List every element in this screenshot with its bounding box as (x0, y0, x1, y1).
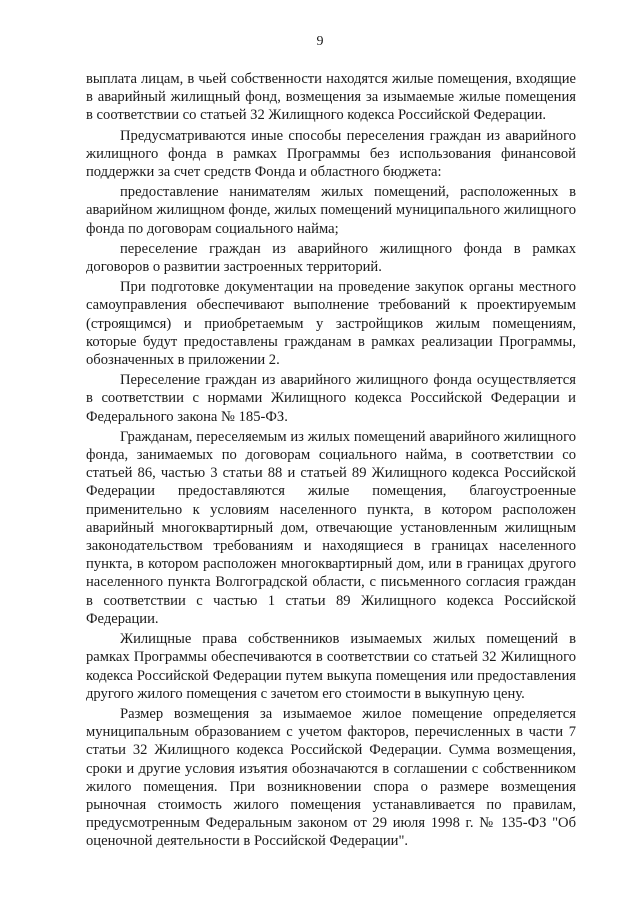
paragraph-compensation: Размер возмещения за изымаемое жилое помещение определяется муниципальным образованием с учетом факторов, перечисленных в части 7 статьи 32 Жилищного кодекса Российской Федерации. Сумма возмещения, сроки и другие условия изъятия обозначаются в соглашении с собственником жилого помещения. При возникновении спора о размере возмещения рыночная стоимость жилого помещения устанавливается по правилам, предусмотренным Федеральным законом от 29 июля 1998 г. № 135-ФЗ "Об оценочной деятельности в Российской Федерации". (86, 705, 576, 850)
paragraph-social-housing: предоставление нанимателям жилых помещений, расположенных в аварийном жилищном фонде, жилых помещений муниципального жилищного фонда по договорам социального найма; (86, 184, 576, 237)
paragraph-legal-basis: Переселение граждан из аварийного жилищного фонда осуществляется в соответствии с нормами Жилищного кодекса Российской Федерации и Федерального закона № 185-ФЗ. (86, 372, 576, 425)
document-body (86, 70, 576, 853)
paragraph-tenants-rights: Гражданам, переселяемым из жилых помещений аварийного жилищного фонда, занимаемых по договорам социального найма, в соответствии со статьей 86, частью 3 статьи 88 и статьей 89 Жилищного кодекса Российской Федерации предоставляются жилые помещения, благоустроенные применительно к условиям населенного пункта, в котором расположен аварийный многоквартирный дом, отвечающие установленным жилищным законодательством требованиям и находящиеся в границах населенного пункта, в котором расположен многоквартирный дом, или в границах другого населенного пункта Волгоградской области, с письменного согласия граждан в соответствии с частью 1 статьи 89 Жилищного кодекса Российской Федерации. (86, 428, 576, 627)
paragraph-procurement: При подготовке документации на проведение закупок органы местного самоуправления обеспечивают выполнение требований к проектируемым (строящимся) и приобретаемым у застройщиков жилым помещениям, которые будут предоставлены гражданам в рамках реализации Программы, обозначенных в приложении 2. (86, 279, 576, 369)
paragraph-continuation: выплата лицам, в чьей собственности находятся жилые помещения, входящие в аварийный жилищный фонд, возмещения за изымаемые жилые помещения в соответствии со статьей 32 Жилищного кодекса Российской Федерации. (86, 71, 576, 124)
paragraph-development-agreements: переселение граждан из аварийного жилищного фонда в рамках договоров о развитии застроенных территорий. (86, 240, 576, 276)
page-number: 9 (316, 34, 324, 49)
paragraph-alternative-resettlement: Предусматриваются иные способы переселения граждан из аварийного жилищного фонда в рамках Программы без использования финансовой поддержки за счет средств Фонда и областного бюджета: (86, 127, 576, 181)
paragraph-owners-rights: Жилищные права собственников изымаемых жилых помещений в рамках Программы обеспечиваются в соответствии со статьей 32 Жилищного кодекса Российской Федерации путем выкупа помещения или предоставления другого жилого помещения с зачетом его стоимости в выкупную цену. (86, 631, 576, 702)
